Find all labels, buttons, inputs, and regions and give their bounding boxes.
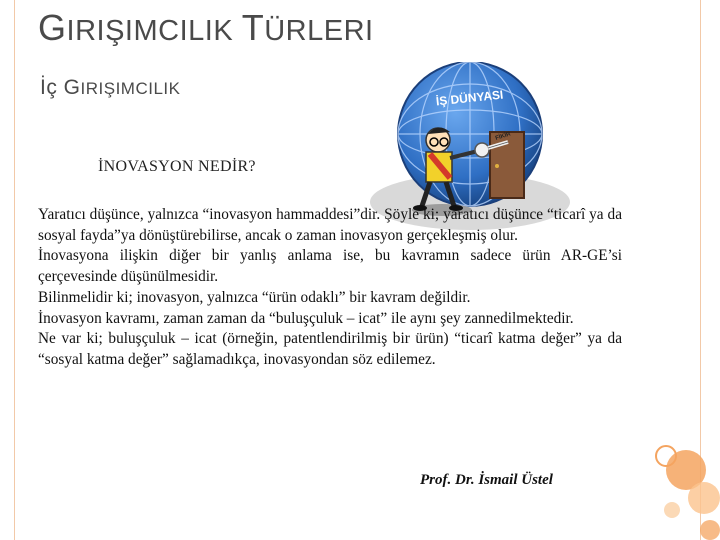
- paragraph: İnovasyona ilişkin diğer bir yanlış anlama ise, bu kavramın sadece ürün AR-GE’si çerçevesinde düşünülmesidir.: [38, 247, 622, 286]
- subtitle-lead: İç G: [40, 76, 81, 99]
- slide-border-left: [14, 0, 15, 540]
- paragraph: Bilinmelidir ki; inovasyon, yalnızca “ürün odaklı” bir kavram değildir.: [38, 288, 471, 306]
- title-lead-letter-2: T: [241, 7, 265, 48]
- title-word-2: ÜRLERI: [264, 15, 374, 47]
- paragraph: Yaratıcı düşünce, yalnızca “inovasyon hammaddesi”dir. Şöyle ki; yaratıcı düşünce “ticarî ya da sosyal fayda”ya dönüştürebilirse, ancak o zaman inovasyon gerçekleşmiş olur.: [38, 206, 622, 244]
- globe-label: İŞ DÜNYASI: [435, 87, 504, 109]
- page-title: [38, 4, 374, 55]
- title-lead-letter: G: [38, 7, 67, 48]
- subtitle: [40, 74, 180, 103]
- title-word-1: IRIŞIMCILIK: [66, 15, 242, 47]
- paragraph: Ne var ki; buluşçuluk – icat (örneğin, patentlendirilmiş bir ürün) “ticarî katma değer” ya da “sosyal katma değer” sağlamadıkça, inovasyondan söz edilemez.: [38, 330, 622, 368]
- subtitle-rest: IRIŞIMCILIK: [80, 79, 181, 98]
- paragraph: İnovasyon kavramı, zaman zaman da “buluşçuluk – icat” ile aynı şey zannedilmektedir.: [38, 309, 574, 327]
- section-heading: İNOVASYON NEDİR?: [98, 158, 256, 175]
- key-label: FİKİR: [494, 131, 512, 142]
- body-text: [38, 205, 622, 371]
- author-signature: Prof. Dr. İsmail Üstel: [420, 472, 553, 488]
- decorative-circles: [636, 440, 720, 540]
